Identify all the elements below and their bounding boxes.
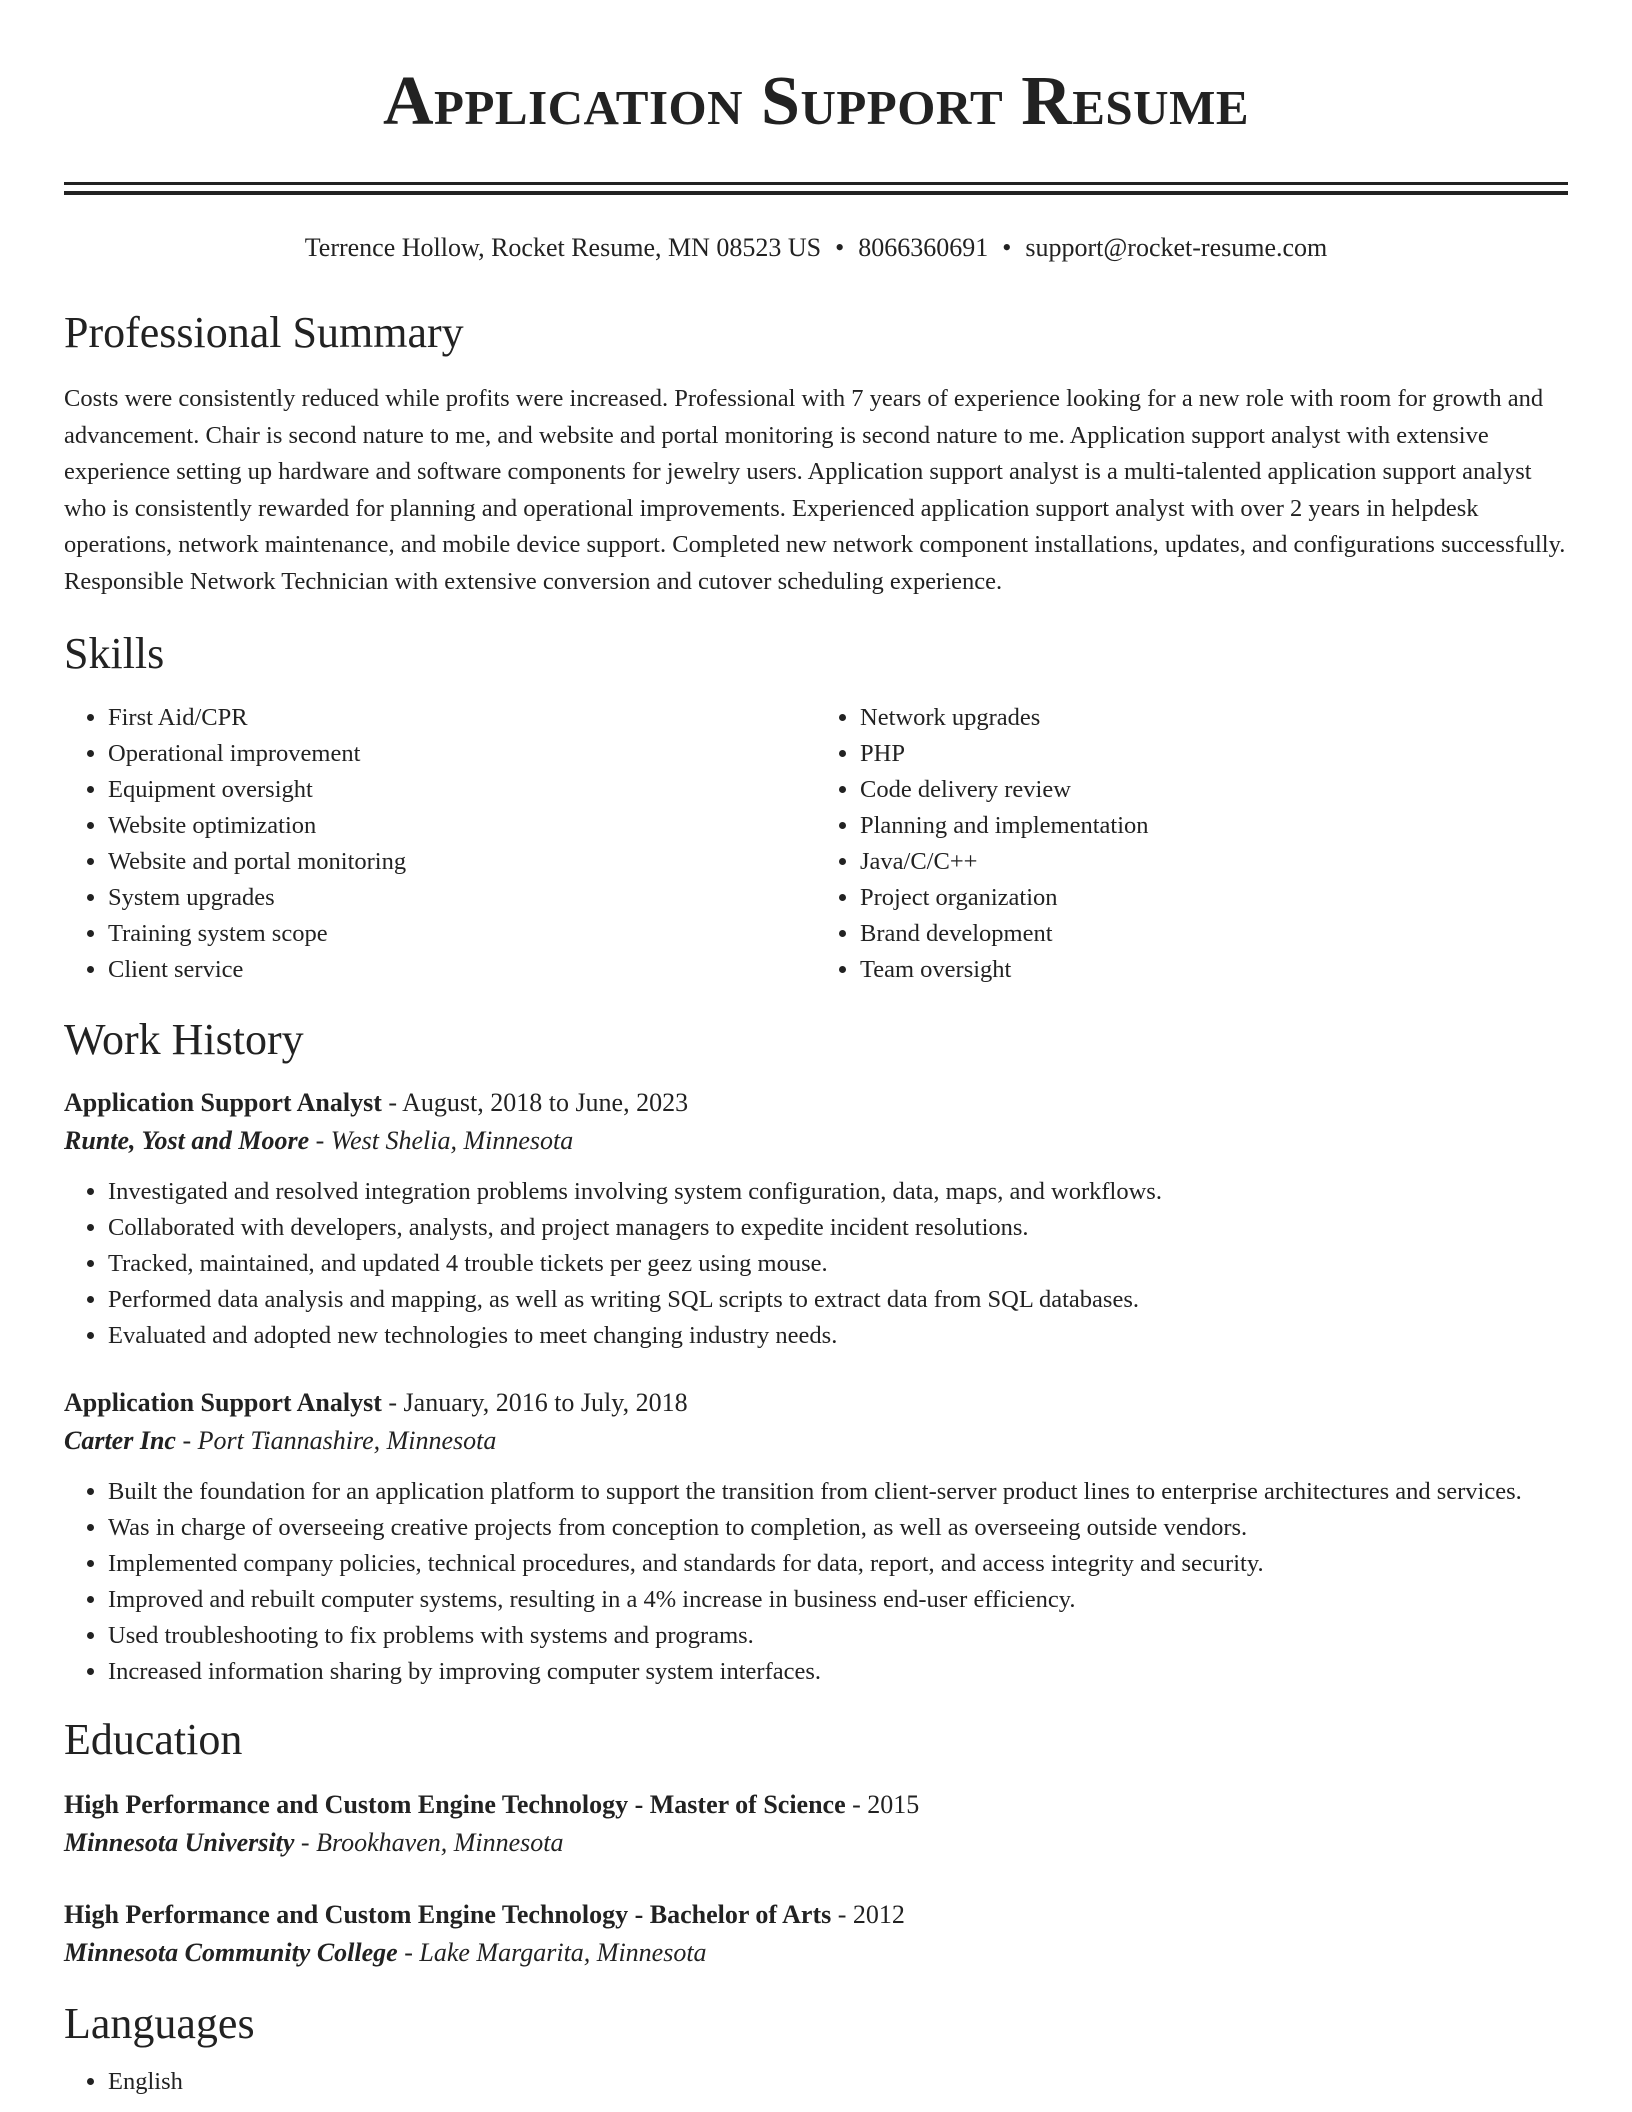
skill-item: • Training system scope	[108, 916, 816, 952]
job-bullet: • Increased information sharing by improving computer system interfaces.	[108, 1654, 1568, 1690]
skills-column-right	[816, 700, 1568, 988]
job-entry	[64, 1384, 1568, 1690]
skill-item: • Network upgrades	[860, 700, 1568, 736]
skill-item: • First Aid/CPR	[108, 700, 816, 736]
education-school: Minnesota University	[64, 1828, 295, 1857]
contact-line	[64, 231, 1568, 265]
contact-email: support@rocket-resume.com	[1025, 233, 1328, 262]
job-location: - West Shelia, Minnesota	[309, 1126, 574, 1155]
skill-item: • Team oversight	[860, 952, 1568, 988]
skill-item: • Website optimization	[108, 808, 816, 844]
skill-item: • Equipment oversight	[108, 772, 816, 808]
job-bullet: • Tracked, maintained, and updated 4 trouble tickets per geez using mouse.	[108, 1246, 1568, 1282]
job-company-line	[64, 1122, 1568, 1160]
education-heading: Education	[64, 1715, 243, 1764]
skill-item: • Project organization	[860, 880, 1568, 916]
title-divider-bottom	[64, 191, 1568, 195]
skill-item: • Code delivery review	[860, 772, 1568, 808]
skill-item: • PHP	[860, 736, 1568, 772]
summary-heading: Professional Summary	[64, 308, 464, 357]
skill-item: • Website and portal monitoring	[108, 844, 816, 880]
job-location: - Port Tiannashire, Minnesota	[175, 1426, 497, 1455]
contact-phone: 8066360691	[858, 233, 989, 262]
job-bullet: • Implemented company policies, technical procedures, and standards for data, report, and access integrity and security.	[108, 1546, 1568, 1582]
education-degree: High Performance and Custom Engine Technology - Master of Science	[64, 1790, 846, 1819]
skill-item: • Java/C/C++	[860, 844, 1568, 880]
job-bullets	[64, 1174, 1568, 1354]
languages-heading: Languages	[64, 1999, 255, 2048]
skill-item: • Client service	[108, 952, 816, 988]
skills-column-left	[64, 700, 816, 988]
job-bullets	[64, 1474, 1568, 1690]
skill-item: • Operational improvement	[108, 736, 816, 772]
skill-item: • Planning and implementation	[860, 808, 1568, 844]
job-entry	[64, 1084, 1568, 1354]
job-company: Carter Inc	[64, 1426, 176, 1455]
job-bullet: • Evaluated and adopted new technologies to meet changing industry needs.	[108, 1318, 1568, 1354]
job-title: Application Support Analyst	[64, 1088, 382, 1117]
job-title: Application Support Analyst	[64, 1388, 382, 1417]
education-degree: High Performance and Custom Engine Technology - Bachelor of Arts	[64, 1900, 832, 1929]
contact-separator: •	[835, 233, 845, 262]
summary-text: Costs were consistently reduced while profits were increased. Professional with 7 years of experience looking for a new role with room for growth and advancement. Chair is second nature to me, and website and portal monitoring is second nature to me. Application support analyst with extensive experience setting up hardware and software components for jewelry users. Application support analyst is a multi-talented application support analyst who is consistently rewarded for planning and operational improvements. Experienced application support analyst with over 2 years in helpdesk operations, network maintenance, and mobile device support. Completed new network component installations, updates, and configurations successfully. Responsible Network Technician with extensive conversion and cutover scheduling experience.	[64, 385, 1566, 595]
language-item: • English	[108, 2064, 1568, 2100]
education-location: - Lake Margarita, Minnesota	[397, 1938, 707, 1967]
job-title-line	[64, 1384, 1568, 1422]
education-degree-line	[64, 1896, 1568, 1934]
job-bullet: • Was in charge of overseeing creative projects from conception to completion, as well as overseeing outside vendors.	[108, 1510, 1568, 1546]
job-bullet: • Built the foundation for an application platform to support the transition from client-server product lines to enterprise architectures and services.	[108, 1474, 1568, 1510]
education-year: - 2012	[831, 1900, 905, 1929]
education-year: - 2015	[845, 1790, 920, 1819]
languages-bullets	[64, 2064, 1568, 2100]
education-degree-line	[64, 1786, 1568, 1824]
languages-list	[64, 2064, 1568, 2100]
job-bullet: • Improved and rebuilt computer systems, resulting in a 4% increase in business end-user efficiency.	[108, 1582, 1568, 1618]
skills-list	[64, 700, 1568, 988]
job-company: Runte, Yost and Moore	[64, 1126, 310, 1155]
education-entry	[64, 1896, 1568, 1972]
job-bullet: • Collaborated with developers, analysts, and project managers to expedite incident resolutions.	[108, 1210, 1568, 1246]
education-school-line	[64, 1934, 1568, 1972]
job-bullet: • Performed data analysis and mapping, as well as writing SQL scripts to extract data from SQL databases.	[108, 1282, 1568, 1318]
contact-separator: •	[1002, 233, 1012, 262]
job-company-line	[64, 1422, 1568, 1460]
skill-item: • System upgrades	[108, 880, 816, 916]
resume-title: Application Support Resume	[383, 63, 1249, 140]
title-divider-top	[64, 182, 1568, 185]
education-school-line	[64, 1824, 1568, 1862]
education-entry	[64, 1786, 1568, 1862]
skills-heading: Skills	[64, 629, 165, 678]
job-bullet: • Investigated and resolved integration problems involving system configuration, data, maps, and workflows.	[108, 1174, 1568, 1210]
education-school: Minnesota Community College	[64, 1938, 398, 1967]
job-bullet: • Used troubleshooting to fix problems with systems and programs.	[108, 1618, 1568, 1654]
job-title-line	[64, 1084, 1568, 1122]
education-location: - Brookhaven, Minnesota	[294, 1828, 564, 1857]
skill-item: • Brand development	[860, 916, 1568, 952]
job-dates: - January, 2016 to July, 2018	[381, 1388, 688, 1417]
job-dates: - August, 2018 to June, 2023	[381, 1088, 689, 1117]
work-history-heading: Work History	[64, 1015, 304, 1064]
contact-address: Terrence Hollow, Rocket Resume, MN 08523 US	[304, 233, 822, 262]
